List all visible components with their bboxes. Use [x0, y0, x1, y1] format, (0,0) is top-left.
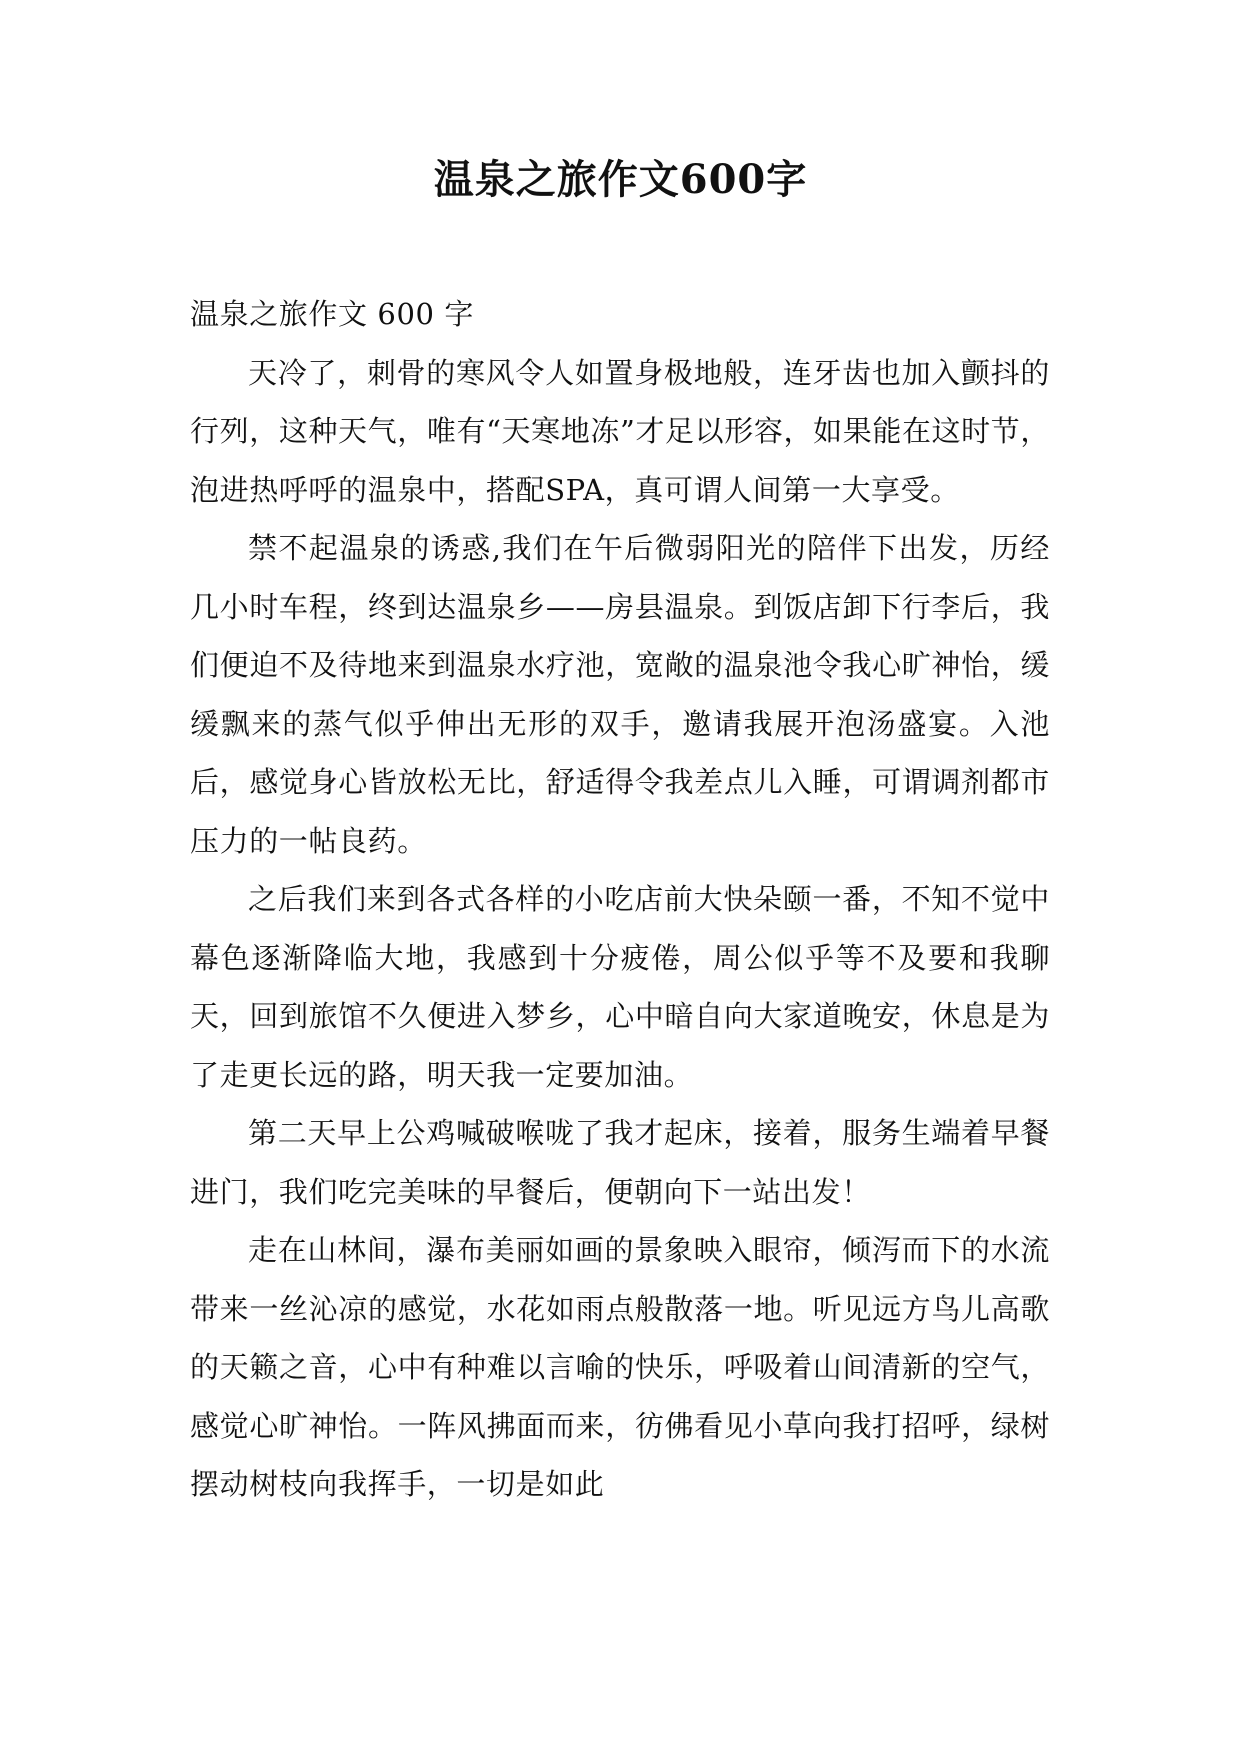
document-title: 温泉之旅作文600字	[433, 156, 808, 203]
document-subtitle: 温泉之旅作文 600 字	[190, 297, 474, 331]
paragraph-2: 禁不起温泉的诱惑,我们在午后微弱阳光的陪伴下出发，历经几小时车程，终到达温泉乡——房县温泉。到饭店卸下行李后，我们便迫不及待地来到温泉水疗池，宽敞的温泉池令我心旷神怡，缓缓飘来的蒸气似乎伸出无形的双手，邀请我展开泡汤盛宴。入池后，感觉身心皆放松无比，舒适得令我差点儿入睡，可谓调剂都市压力的一帖良药。	[190, 531, 1050, 858]
paragraph-3: 之后我们来到各式各样的小吃店前大快朵颐一番，不知不觉中幕色逐渐降临大地，我感到十分疲倦，周公似乎等不及要和我聊天，回到旅馆不久便进入梦乡，心中暗自向大家道晚安，休息是为了走更长远的路，明天我一定要加油。	[190, 882, 1050, 1092]
document-body	[190, 285, 1050, 1514]
paragraph-4: 第二天早上公鸡喊破喉咙了我才起床，接着，服务生端着早餐进门，我们吃完美味的早餐后，便朝向下一站出发！	[190, 1116, 1050, 1209]
paragraph-5: 走在山林间，瀑布美丽如画的景象映入眼帘，倾泻而下的水流带来一丝沁凉的感觉，水花如雨点般散落一地。听见远方鸟儿高歌的天籁之音，心中有种难以言喻的快乐，呼吸着山间清新的空气，感觉心旷神怡。一阵风拂面而来，彷佛看见小草向我打招呼，绿树摆动树枝向我挥手，一切是如此	[190, 1233, 1050, 1501]
paragraph-1: 天冷了，刺骨的寒风令人如置身极地般，连牙齿也加入颤抖的行列，这种天气，唯有“天寒地冻”才足以形容，如果能在这时节，泡进热呼呼的温泉中，搭配SPA，真可谓人间第一大享受。	[190, 355, 1050, 507]
